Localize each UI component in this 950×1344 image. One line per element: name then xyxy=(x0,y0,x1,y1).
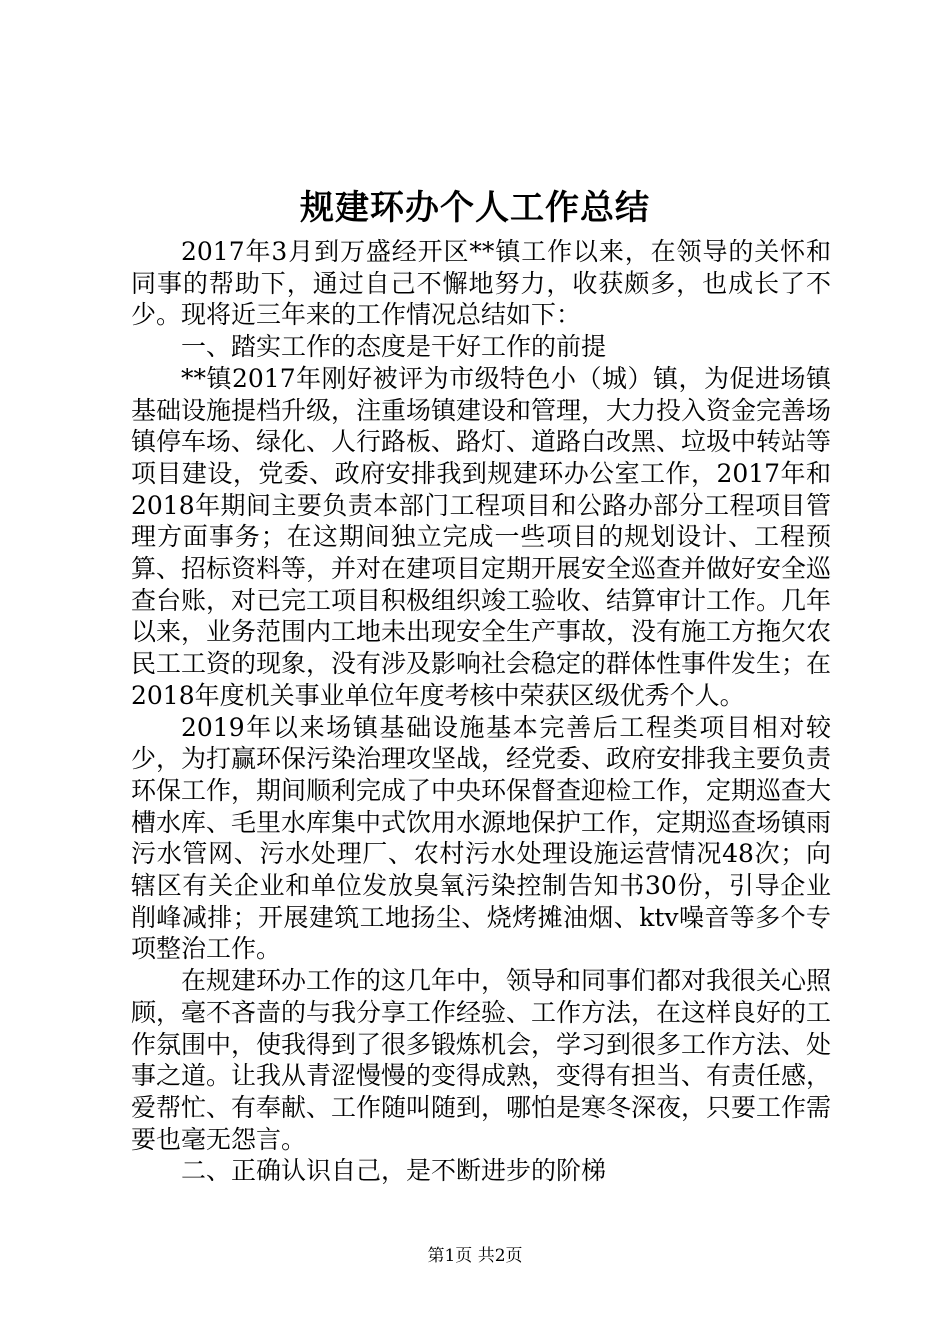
section-heading-2: 二、正确认识自己，是不断进步的阶梯 xyxy=(181,1156,607,1186)
paragraph-environmental-work: 2019年以来场镇基础设施基本完善后工程类项目相对较少，为打赢环保污染治理攻坚战，经党委、政府安排我主要负责环保工作，期间顺利完成了中央环保督查迎检工作，定期巡查大槽水库、毛里水库集中式饮用水源地保护工作，定期巡查场镇雨污水管网、污水处理厂、农村污水处理设施运营情况48次；向辖区有关企业和单位发放臭氧污染控制告知书30份，引导企业削峰减排；开展建筑工地扬尘、烧烤摊油烟、ktv噪音等多个专项整治工作。 xyxy=(131,712,832,964)
paragraph-intro: 2017年3月到万盛经开区**镇工作以来，在领导的关怀和同事的帮助下，通过自己不懈地努力，收获颇多，也成长了不少。现将近三年来的工作情况总结如下： xyxy=(131,237,831,330)
page-footer: 第1页 共2页 xyxy=(427,1246,523,1266)
paragraph-construction-work: **镇2017年刚好被评为市级特色小（城）镇，为促进场镇基础设施提档升级，注重场镇建设和管理，大力投入资金完善场镇停车场、绿化、人行路板、路灯、道路白改黑、垃圾中转站等项目建设，党委、政府安排我到规建环办公室工作，2017年和2018年期间主要负责本部门工程项目和公路办部分工程项目管理方面事务；在这期间独立完成一些项目的规划设计、工程预算、招标资料等，并对在建项目定期开展安全巡查并做好安全巡查台账，对已完工项目积极组织竣工验收、结算审计工作。几年以来，业务范围内工地未出现安全生产事故，没有施工方拖欠农民工工资的现象，没有涉及影响社会稳定的群体性事件发生；在2018年度机关事业单位年度考核中荣获区级优秀个人。 xyxy=(131,363,832,710)
section-heading-1: 一、踏实工作的态度是干好工作的前提 xyxy=(181,332,607,362)
document-title: 规建环办个人工作总结 xyxy=(300,188,650,228)
paragraph-growth: 在规建环办工作的这几年中，领导和同事们都对我很关心照顾，毫不吝啬的与我分享工作经验、工作方法，在这样良好的工作氛围中，使我得到了很多锻炼机会，学习到很多工作方法、处事之道。让我从青涩慢慢的变得成熟，变得有担当、有责任感，爱帮忙、有奉献、工作随叫随到，哪怕是寒冬深夜，只要工作需要也毫无怨言。 xyxy=(131,966,832,1154)
document-body xyxy=(131,236,831,1187)
